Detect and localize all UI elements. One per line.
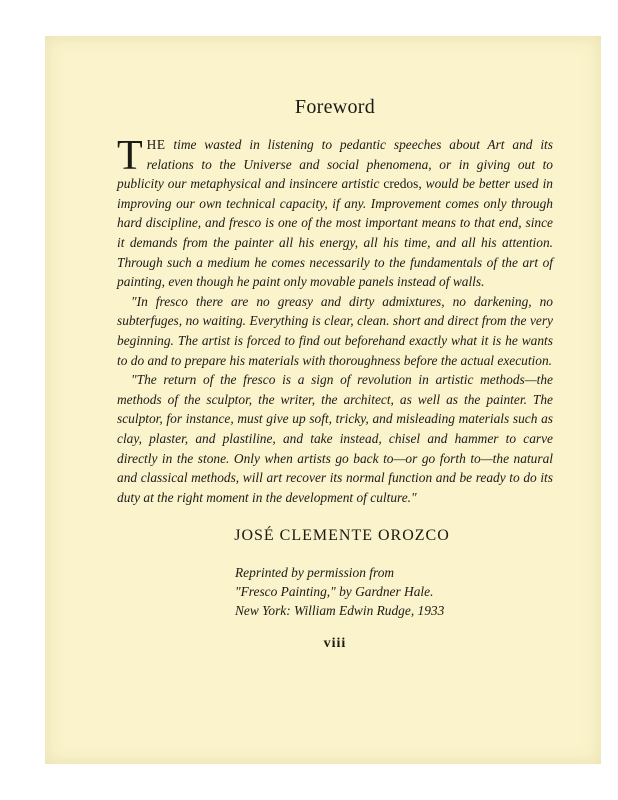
- source-line-3: New York: William Edwin Rudge, 1933: [235, 603, 445, 619]
- source-line-1: Reprinted by permission from: [235, 565, 395, 581]
- drop-cap: T: [117, 133, 143, 179]
- paragraph-2: "In fresco there are no greasy and dirty admixtures, no darkening, no subterfuges, no waiting. Everything is clear, clean. short and direct from the very beginning. The artist is forced to find out beforehand exactly what it is he wants to do and to prepare his materials with thoroughness before the actual execution.: [117, 293, 553, 368]
- author-signature: JOSÉ CLEMENTE OROZCO: [234, 527, 450, 545]
- paragraph-1-part-2: , would be better used in improving our own technical capacity, if any. Improvement comes only through hard discipline, and fresco is one of the most important means to that end, since it demands from the painter all his energy, all his time, and all his attention. Through such a medium he comes necessarily to the fundamentals of the art of painting, even though he paint only movable panels instead of walls.: [117, 176, 553, 290]
- paragraph-1-part-1: time wasted in listening to pedantic speeches about Art and its relations to the Universe and social phenomena, or in giving out to publicity our metaphysical and insincere artistic: [117, 137, 553, 192]
- paragraph-3: "The return of the fresco is a sign of revolution in artistic methods—the methods of the sculptor, the writer, the architect, as well as the painter. The sculptor, for instance, must give up soft, tricky, and misleading materials such as clay, plaster, and plastiline, and take instead, chisel and hammer to carve directly in the stone. Only when artists go back to—or go forth to—the natural and classical methods, will art recover its normal function and be ready to do its duty at the right moment in the development of culture.": [117, 372, 553, 505]
- source-line-2: "Fresco Painting," by Gardner Hale.: [235, 584, 434, 600]
- book-page: [45, 36, 601, 764]
- page-number: viii: [323, 636, 347, 652]
- paragraph-1-cap-rest: HE: [146, 137, 166, 152]
- paragraph-1: [117, 135, 553, 292]
- paragraph-1-credos: credos: [383, 176, 419, 192]
- page-title: Foreword: [294, 96, 376, 118]
- source-citation: [235, 563, 553, 620]
- foreword-text-block: [117, 96, 553, 652]
